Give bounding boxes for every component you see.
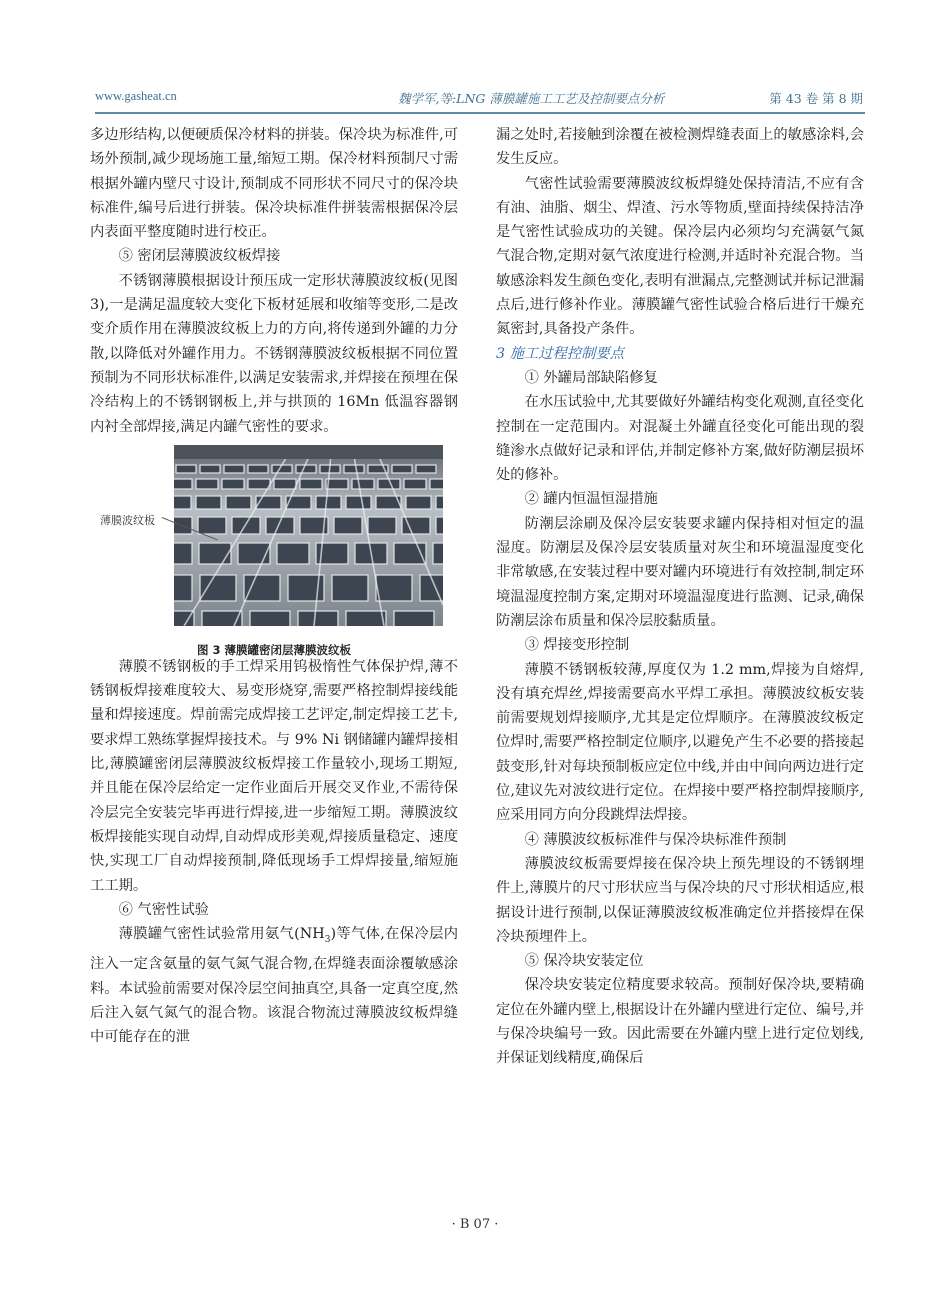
paragraph: 薄膜波纹板需要焊接在保冷块上预先埋设的不锈钢埋件上,薄膜片的尺寸形状应当与保冷块的尺寸形状相适应,根据设计进行预制,以保证薄膜波纹板准确定位并搭接焊在保冷块预埋件上。 xyxy=(496,855,864,945)
section-heading: 3 施工过程控制要点 xyxy=(496,345,625,362)
page-number: · B 07 · xyxy=(451,1217,499,1232)
paragraph: 漏之处时,若接触到涂覆在被检测焊缝表面上的敏感涂料,会发生反应。 xyxy=(496,127,864,168)
journal-website: www.gasheat.cn xyxy=(95,89,177,103)
paragraph: 防潮层涂刷及保冷层安装要求罐内保持相对恒定的温湿度。防潮层及保冷层安装质量对灰尘和环境温湿度变化非常敏感,在安装过程中要对罐内环境进行有效控制,制定环境温湿度控制方案,定期对环境温湿度进行监测、记录,确保防潮层涂布质量和保冷层胶黏质量。 xyxy=(496,515,864,629)
corrugated-membrane-photo xyxy=(174,445,443,626)
subsection-heading: ⑤ 密闭层薄膜波纹板焊接 xyxy=(118,248,281,265)
figure-3 xyxy=(90,445,458,655)
subsection-heading: ④ 薄膜波纹板标准件与保冷块标准件预制 xyxy=(524,831,787,848)
paragraph: 不锈钢薄膜根据设计预压成一定形状薄膜波纹板(见图3),一是满足温度较大变化下板材延展和收缩等变形,二是改变介质作用在薄膜波纹板上力的方向,将传递到外罐的力分散,以降低对外罐作用力。不锈钢薄膜波纹板根据不同位置预制为不同形状标准件,以满足安装需求,并焊接在预埋在保冷结构上的不锈钢钢板上,并与拱顶的 16Mn 低温容器钢内衬全部焊接,满足内罐气密性的要求。 xyxy=(90,272,458,435)
subsection-heading: ② 罐内恒温恒湿措施 xyxy=(524,491,658,508)
right-column xyxy=(496,123,864,1071)
subsection-heading: ① 外罐局部缺陷修复 xyxy=(524,369,658,386)
figure-annotation: 薄膜波纹板 xyxy=(100,513,155,527)
running-title: 魏学军,等:LNG 薄膜罐施工工艺及控制要点分析 xyxy=(398,91,665,106)
figure-caption: 图 3 薄膜罐密闭层薄膜波纹板 xyxy=(196,642,351,657)
paragraph: 薄膜不锈钢板的手工焊采用钨极惰性气体保护焊,薄不锈钢板焊接难度较大、易变形烧穿,需要严格控制焊接线能量和焊接速度。焊前需完成焊接工艺评定,制定焊接工艺卡,要求焊工熟练掌握焊接技术。与 9% Ni 钢储罐内罐焊接相比,薄膜罐密闭层薄膜波纹板焊接工作量较小,现场工期短,并且能在保冷层给定一定作业面后开展交叉作业,不需待保冷层完全安装完毕再进行焊接,进一步缩短工期。薄膜波纹板焊接能实现自动焊,自动焊成形美观,焊接质量稳定、速度快,实现工厂自动焊接预制,降低现场手工焊焊接量,缩短施工工期。 xyxy=(90,658,458,894)
paragraph: 在水压试验中,尤其要做好外罐结构变化观测,直径变化控制在一定范围内。对混凝土外罐直径变化可能出现的裂缝渗水点做好记录和评估,并制定修补方案,做好防潮层损坏处的修补。 xyxy=(496,394,864,484)
left-column xyxy=(90,123,458,1049)
paragraph: 薄膜不锈钢板较薄,厚度仅为 1.2 mm,焊接为自熔焊,没有填充焊丝,焊接需要高水平焊工承担。薄膜波纹板安装前需要规划焊接顺序,尤其是定位焊顺序。在薄膜波纹板定位焊时,需要严格控制定位顺序,以避免产生不必要的搭接起鼓变形,针对每块预制板应定位中线,并由中间向两边进行定位,建议先对波纹进行定位。在焊接中要严格控制焊接顺序,应采用同方向分段跳焊法焊接。 xyxy=(496,661,864,824)
subsection-heading: ⑤ 保冷块安装定位 xyxy=(524,953,644,970)
paragraph: 多边形结构,以便硬质保冷材料的拼装。保冷块为标准件,可场外预制,减少现场施工量,缩短工期。保冷材料预制尺寸需根据外罐内壁尺寸设计,预制成不同形状不同尺寸的保冷块标准件,编号后进行拼装。保冷块标准件拼装需根据保冷层内表面平整度随时进行校正。 xyxy=(90,127,458,241)
volume-issue: 第 43 卷 第 8 期 xyxy=(769,91,863,106)
paragraph: 保冷块安装定位精度要求较高。预制好保冷块,要精确定位在外罐内壁上,根据设计在外罐内壁进行定位、编号,并与保冷块编号一致。因此需要在外罐内壁上进行定位划线,并保证划线精度,确保后 xyxy=(496,977,864,1067)
paragraph: 薄膜罐气密性试验常用氨气$(NH_3)$等气体,在保冷层内注入一定含氨量的氨气氮气混合物,在焊缝表面涂覆敏感涂料。本试验前需要对保冷层空间抽真空,具备一定真空度,然后注入氨气氮气的混合物。该混合物流过薄膜波纹板焊缝中可能存在的泄 xyxy=(90,926,459,1046)
paragraph: 气密性试验需要薄膜波纹板焊缝处保持清洁,不应有含有油、油脂、烟尘、焊渣、污水等物质,壁面持续保持洁净是气密性试验成功的关键。保冷层内必须均匀充满氨气氮气混合物,定期对氨气浓度进行检测,并适时补充混合物。当敏感涂料发生颜色变化,表明有泄漏点,完整测试并标记泄漏点后,进行修补作业。薄膜罐气密性试验合格后进行干燥充氮密封,具备投产条件。 xyxy=(496,175,864,338)
header-rule xyxy=(95,112,865,114)
subsection-heading: ③ 焊接变形控制 xyxy=(524,637,630,654)
subsection-heading: ⑥ 气密性试验 xyxy=(118,901,209,918)
running-header xyxy=(95,87,863,109)
